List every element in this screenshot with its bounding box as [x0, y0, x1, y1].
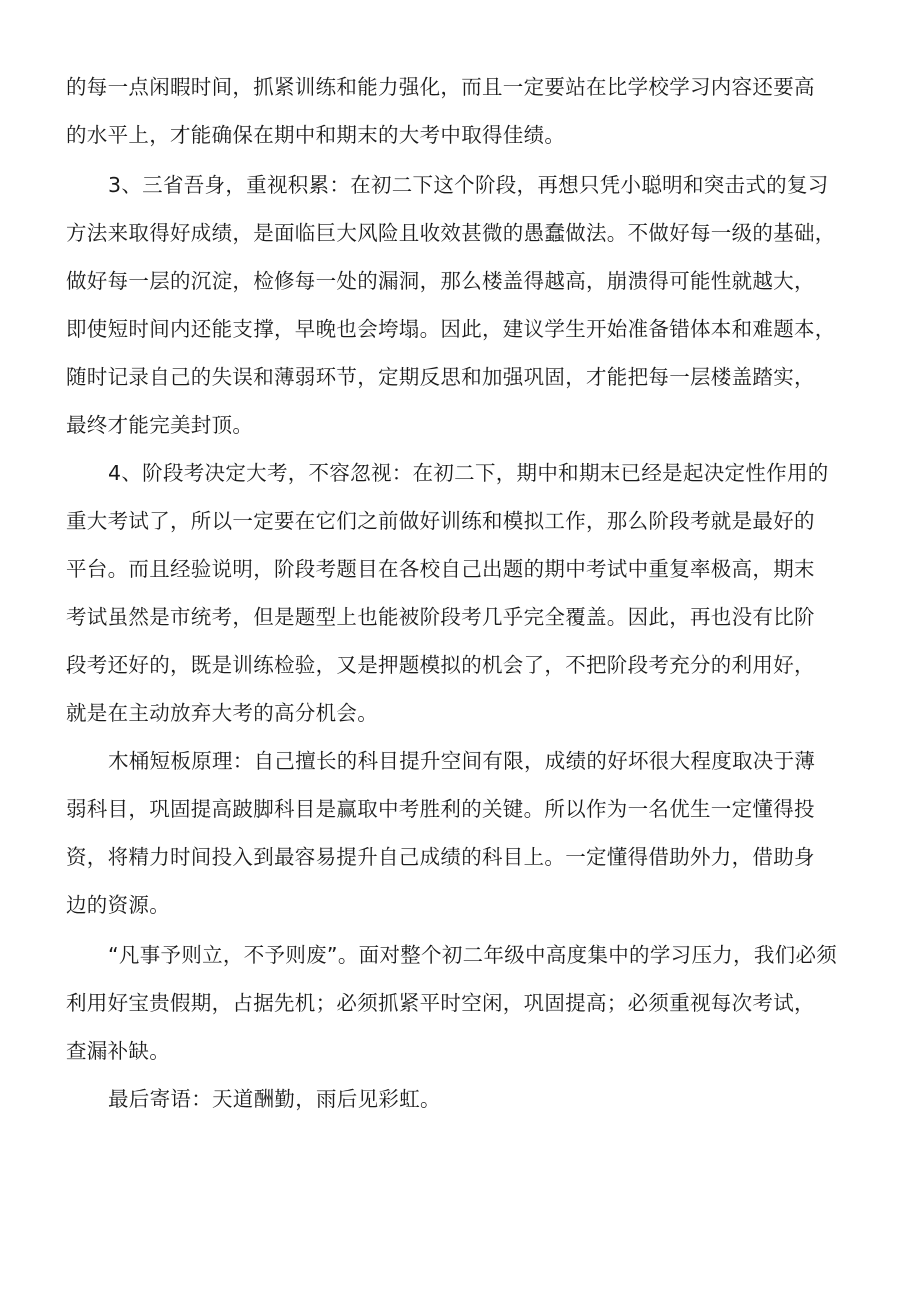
- text-line: 弱科目，巩固提高跛脚科目是赢取中考胜利的关键。所以作为一名优生一定懂得投: [66, 797, 815, 821]
- text-line: 资，将精力时间投入到最容易提升自己成绩的科目上。一定懂得借助外力，借助身: [66, 845, 815, 869]
- text-line: 段考还好的，既是训练检验，又是押题模拟的机会了，不把阶段考充分的利用好，: [66, 653, 815, 677]
- text-line: 做好每一层的沉淀，检修每一处的漏洞，那么楼盖得越高，崩溃得可能性就越大，: [66, 269, 815, 293]
- closing-message: 最后寄语：天道酬勤，雨后见彩虹。: [108, 1087, 441, 1111]
- text-line: 考试虽然是市统考，但是题型上也能被阶段考几乎完全覆盖。因此，再也没有比阶: [66, 605, 815, 629]
- text-line: 重大考试了，所以一定要在它们之前做好训练和模拟工作，那么阶段考就是最好的: [66, 509, 815, 533]
- text-line: 的水平上，才能确保在期中和期末的大考中取得佳绩。: [66, 123, 566, 147]
- text-line: 的每一点闲暇时间，抓紧训练和能力强化，而且一定要站在比学校学习内容还要高: [66, 75, 815, 99]
- text-line: 平台。而且经验说明，阶段考题目在各校自己出题的期中考试中重复率极高，期末: [66, 557, 815, 581]
- text-line: 方法来取得好成绩，是面临巨大风险且收效甚微的愚蠢做法。不做好每一级的基础，: [66, 221, 836, 245]
- text-line: 边的资源。: [66, 893, 170, 917]
- paragraph-4-start: 4、阶段考决定大考，不容忽视：在初二下，期中和期末已经是起决定性作用的: [108, 461, 829, 485]
- text-line: 最终才能完美封顶。: [66, 413, 254, 437]
- text-line: 即使短时间内还能支撑，早晚也会垮塌。因此，建议学生开始准备错体本和难题本，: [66, 317, 836, 341]
- paragraph-3-start: 3、三省吾身，重视积累：在初二下这个阶段，再想只凭小聪明和突击式的复习: [108, 173, 829, 197]
- paragraph-quote-start: “凡事予则立，不予则废”。面对整个初二年级中高度集中的学习压力，我们必须: [108, 943, 838, 967]
- text-line: 查漏补缺。: [66, 1039, 170, 1063]
- text-line: 随时记录自己的失误和薄弱环节，定期反思和加强巩固，才能把每一层楼盖踏实，: [66, 365, 815, 389]
- text-line: 利用好宝贵假期，占据先机；必须抓紧平时空闲，巩固提高；必须重视每次考试，: [66, 991, 815, 1015]
- text-line: 就是在主动放弃大考的高分机会。: [66, 701, 378, 725]
- paragraph-bucket-start: 木桶短板原理：自己擅长的科目提升空间有限，成绩的好坏很大程度取决于薄: [108, 749, 816, 773]
